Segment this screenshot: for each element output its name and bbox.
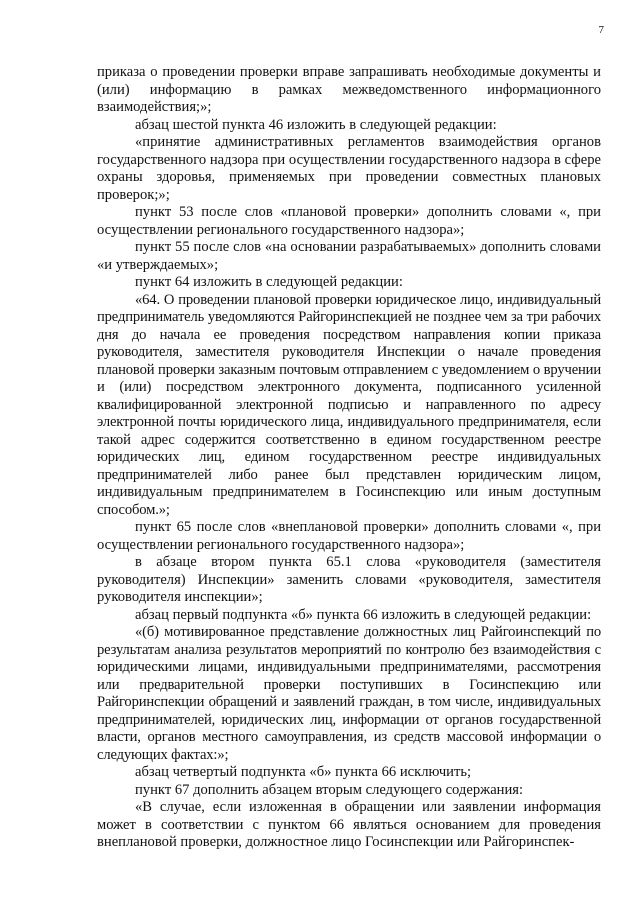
paragraph-9: в абзаце втором пункта 65.1 слова «руководителя (заместителя руководителя) Инспекции» заменить словами «руководителя, заместителя руководителя инспекции»; bbox=[97, 554, 601, 605]
paragraph-3: «принятие административных регламентов взаимодействия органов государственного надзора при осуществлении государственного надзора в сфере охраны здоровья, применяемых при проведении совместных плановых проверок;»; bbox=[97, 134, 601, 203]
page-number: 7 bbox=[598, 24, 604, 36]
paragraph-14: «В случае, если изложенная в обращении или заявлении информация может в соответствии с пунктом 66 являться основанием для проведения внеплановой проверки, должностное лицо Госинспекции или Райгоринспек- bbox=[97, 799, 601, 850]
paragraph-11: «(б) мотивированное представление должностных лиц Райгоинспекций по результатам анализа результатов мероприятий по контролю без взаимодействия с юридическими лицами, индивидуальными предпринимателями, рассмотрения или предварительной проверки поступивших в Госинспекцию или Райгоринспекции обращений и заявлений граждан, в том числе, индивидуальных предпринимателей, юридических лиц, информации от органов государственной власти, органов местного самоуправления, из средств массовой информации о следующих фактах:»; bbox=[97, 624, 601, 763]
paragraph-4: пункт 53 после слов «плановой проверки» дополнить словами «, при осуществлении регионального государственного надзора»; bbox=[97, 204, 601, 238]
paragraph-12: абзац четвертый подпункта «б» пункта 66 исключить; bbox=[135, 764, 472, 780]
document-body bbox=[97, 64, 601, 852]
paragraph-10: абзац первый подпункта «б» пункта 66 изложить в следующей редакции: bbox=[135, 606, 592, 623]
paragraph-8: пункт 65 после слов «внеплановой проверки» дополнить словами «, при осуществлении регионального государственного надзора»; bbox=[97, 519, 601, 553]
paragraph-1: приказа о проведении проверки вправе запрашивать необходимые документы и (или) информацию в рамках межведомственного информационного взаимодействия;»; bbox=[97, 64, 601, 115]
paragraph-13: пункт 67 дополнить абзацем вторым следующего содержания: bbox=[135, 781, 524, 798]
paragraph-2: абзац шестой пункта 46 изложить в следующей редакции: bbox=[135, 116, 497, 133]
paragraph-5: пункт 55 после слов «на основании разрабатываемых» дополнить словами «и утверждаемых»; bbox=[97, 239, 601, 273]
paragraph-6: пункт 64 изложить в следующей редакции: bbox=[135, 274, 403, 290]
paragraph-7: «64. О проведении плановой проверки юридическое лицо, индивидуальный предприниматель уведомляются Райгоринспекцией не позднее чем за три рабочих дня до начала ее проведения посредством направления копии приказа руководителя, заместителя руководителя Инспекции о начале проведения плановой проверки заказным почтовым отправлением с уведомлением о вручении и (или) посредством электронного документа, подписанного усиленной квалифицированной электронной подписью и направленного по адресу электронной почты юридического лица, индивидуального предпринимателя, если такой адрес содержится соответственно в едином государственном реестре юридических лиц, едином государственном реестре индивидуальных предпринимателей либо ранее был представлен юридическим лицом, индивидуальным предпринимателем в Госинспекцию или иным доступным способом.»; bbox=[97, 291, 601, 518]
